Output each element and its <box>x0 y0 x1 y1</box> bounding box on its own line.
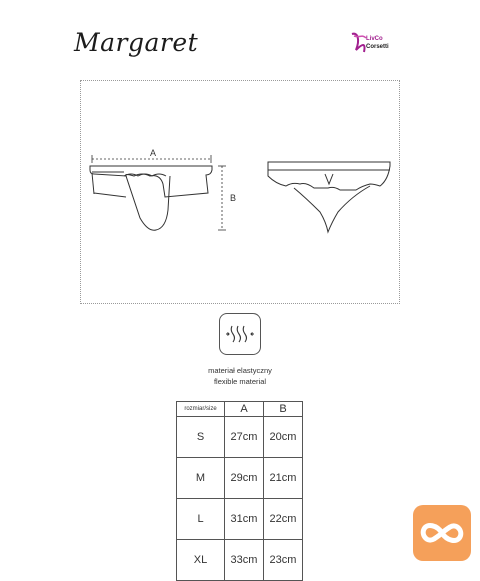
b-cell: 23cm <box>264 540 303 581</box>
header-a: A <box>225 402 264 417</box>
dimension-b-line <box>218 166 226 230</box>
feature-label-english: flexible material <box>213 377 267 386</box>
table-row <box>177 499 303 540</box>
infinity-badge[interactable] <box>413 505 471 561</box>
front-garment-drawing <box>90 166 212 230</box>
dimension-b-label: B <box>230 193 237 203</box>
brand-logo <box>350 30 396 56</box>
size-cell: S <box>177 417 225 458</box>
table-row <box>177 540 303 581</box>
feature-label-polish: materiał elastyczny <box>208 366 272 375</box>
logo-text-bottom: Corsetti <box>366 44 389 50</box>
b-cell: 20cm <box>264 417 303 458</box>
size-cell: XL <box>177 540 225 581</box>
brand-name: Margaret <box>74 28 199 57</box>
b-cell: 21cm <box>264 458 303 499</box>
back-garment-drawing <box>268 162 390 232</box>
a-cell: 27cm <box>225 417 264 458</box>
size-table-header <box>177 402 303 417</box>
a-cell: 33cm <box>225 540 264 581</box>
stretch-material-icon <box>219 313 261 355</box>
dimension-a-label: A <box>150 148 157 158</box>
table-row <box>177 417 303 458</box>
header-b: B <box>264 402 303 417</box>
infinity-icon <box>413 505 471 561</box>
b-cell: 22cm <box>264 499 303 540</box>
size-cell: M <box>177 458 225 499</box>
table-row <box>177 458 303 499</box>
product-diagram <box>80 80 400 304</box>
logo-text-top: LivCo <box>366 36 383 42</box>
header-size: rozmiar/size <box>177 402 225 417</box>
size-table <box>176 401 303 581</box>
size-cell: L <box>177 499 225 540</box>
a-cell: 29cm <box>225 458 264 499</box>
a-cell: 31cm <box>225 499 264 540</box>
